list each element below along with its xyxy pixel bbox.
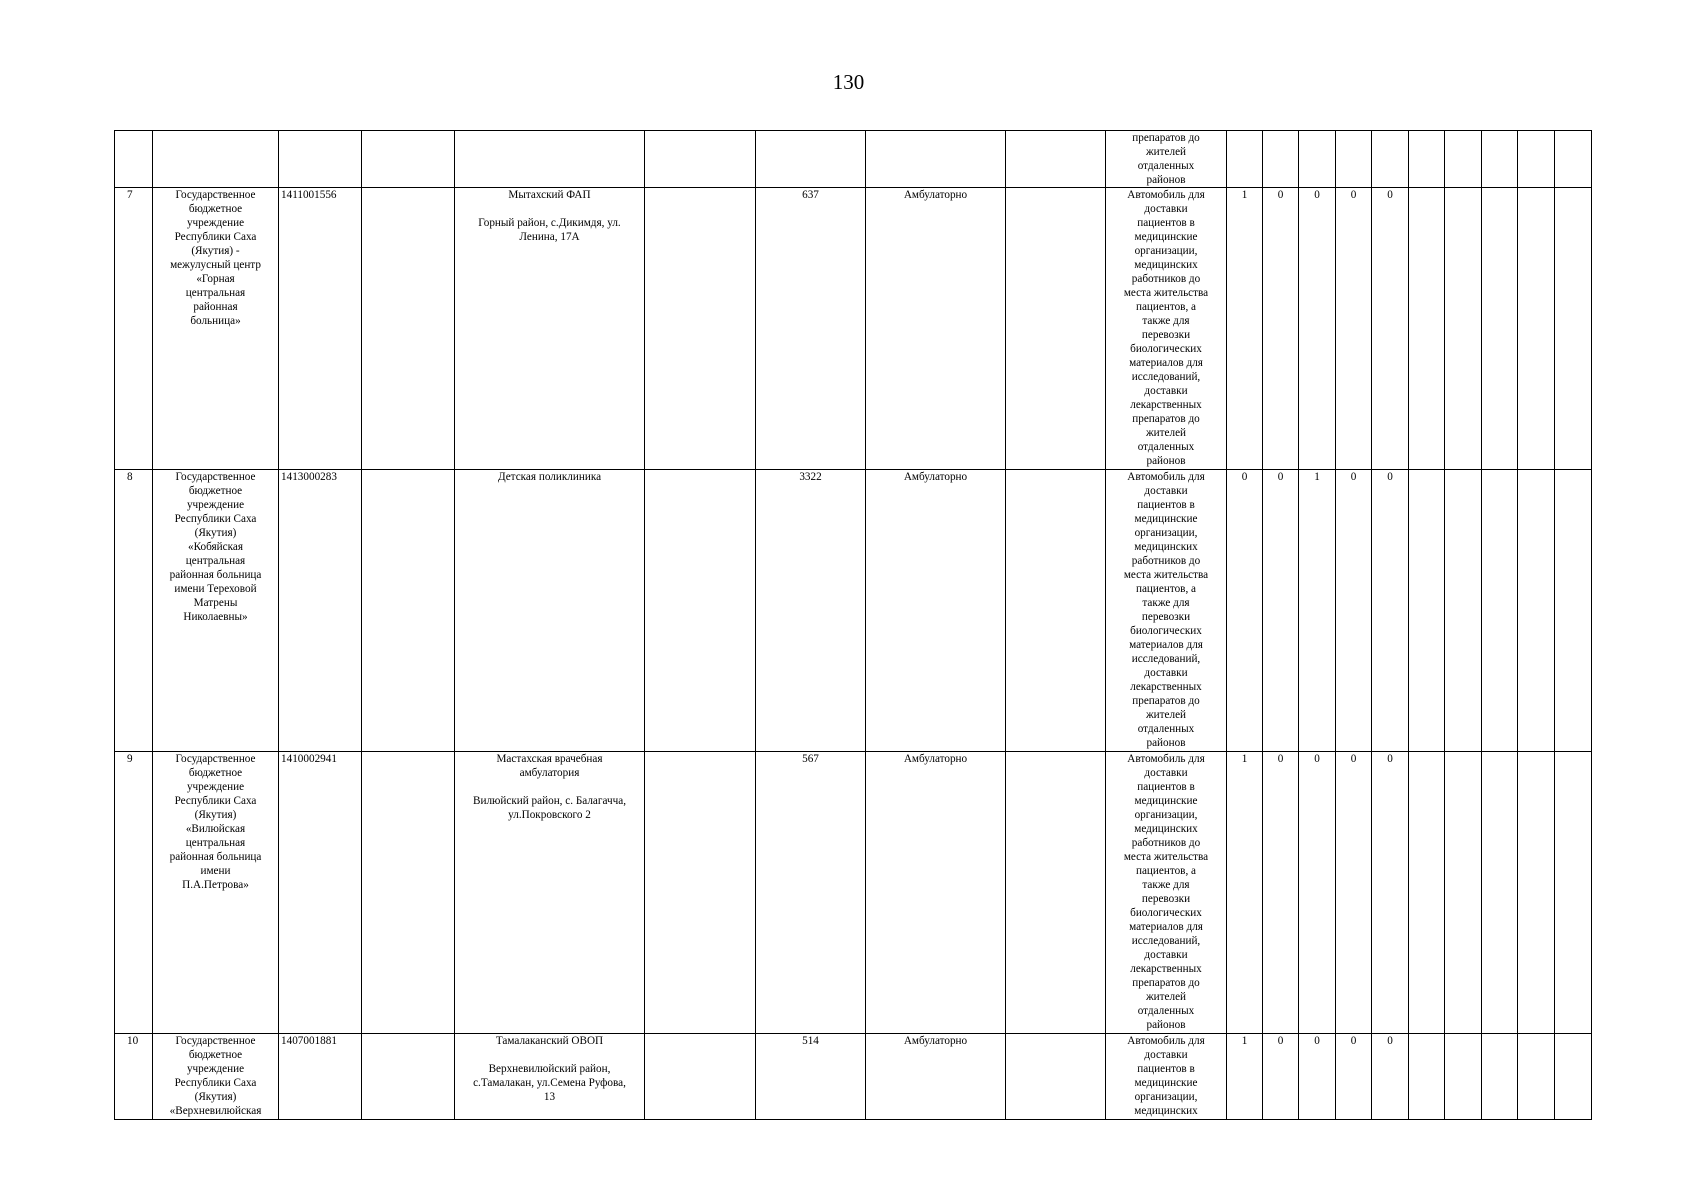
empty-cell [1555,1034,1592,1120]
empty-cell [645,470,756,752]
empty-cell [362,131,455,188]
empty-cell [645,1034,756,1120]
care-type-cell: Амбулаторно [866,1034,1006,1120]
count-cell: 0 [1227,470,1263,752]
empty-cell [362,752,455,1034]
purpose-cell: Автомобиль для доставки пациентов в медицинские организации, медицинских работников до места жительства пациентов, а также для перевозки биологических материалов для исследований, доставки лекарственных препаратов до жителей отдаленных районов [1106,188,1227,470]
row-number-cell: 8 [115,470,153,752]
facility-address: Верхневилюйский район, с.Тамалакан, ул.Семена Руфова, 13 [473,1063,626,1103]
purpose-cell: препаратов до жителей отдаленных районов [1106,131,1227,188]
organization-cell: Государственное бюджетное учреждение Республики Саха (Якутия) - межулусный центр «Горная центральная районная больница» [153,188,279,470]
page-number: 130 [832,70,865,94]
count-cell: 1 [1299,470,1336,752]
empty-cell [1409,131,1445,188]
empty-cell [1482,470,1518,752]
population-cell [756,131,866,188]
empty-cell [1518,131,1555,188]
care-type-cell [866,131,1006,188]
empty-cell [1482,752,1518,1034]
organization-cell [153,131,279,188]
facility-name: Мастахская врачебная амбулатория [496,753,603,779]
care-type-cell: Амбулаторно [866,188,1006,470]
facility-name: Тамалаканский ОВОП [495,1035,604,1047]
table-row [115,752,1592,1034]
count-cell: 1 [1227,752,1263,1034]
table-row [115,1034,1592,1120]
empty-cell [362,1034,455,1120]
row-number-cell: 10 [115,1034,153,1120]
count-cell: 0 [1372,470,1409,752]
empty-cell [1518,188,1555,470]
empty-cell [1445,188,1482,470]
count-cell: 0 [1299,1034,1336,1120]
empty-cell [1555,752,1592,1034]
count-cell [1299,131,1336,188]
count-cell [1336,131,1372,188]
facility-address: Вилюйский район, с. Балагачча, ул.Покровского 2 [473,795,626,821]
count-cell: 0 [1372,752,1409,1034]
count-cell: 0 [1263,1034,1299,1120]
facility-name: Мытахский ФАП [508,189,591,201]
empty-cell [1409,1034,1445,1120]
count-cell: 0 [1263,470,1299,752]
inn-cell: 1407001881 [279,1034,362,1120]
empty-cell [362,188,455,470]
count-cell: 0 [1299,188,1336,470]
empty-cell [645,752,756,1034]
population-cell: 3322 [756,470,866,752]
count-cell: 0 [1263,752,1299,1034]
purpose-cell: Автомобиль для доставки пациентов в медицинские организации, медицинских работников до места жительства пациентов, а также для перевозки биологических материалов для исследований, доставки лекарственных препаратов до жителей отдаленных районов [1106,470,1227,752]
empty-cell [1482,1034,1518,1120]
count-cell: 0 [1372,188,1409,470]
count-cell: 0 [1299,752,1336,1034]
count-cell: 0 [1372,1034,1409,1120]
empty-cell [1482,188,1518,470]
empty-cell [1555,188,1592,470]
count-cell: 0 [1336,752,1372,1034]
empty-cell [1006,188,1106,470]
count-cell: 0 [1263,188,1299,470]
population-cell: 637 [756,188,866,470]
empty-cell [1445,470,1482,752]
facility-cell [455,752,645,1034]
inn-cell: 1410002941 [279,752,362,1034]
count-cell [1263,131,1299,188]
empty-cell [1445,131,1482,188]
empty-cell [1006,470,1106,752]
row-number-cell: 9 [115,752,153,1034]
row-number-cell: 7 [115,188,153,470]
facility-name: Детская поликлиника [497,471,602,483]
empty-cell [1409,752,1445,1034]
vehicle-allocation-table [114,130,1592,1120]
empty-cell [645,131,756,188]
count-cell: 1 [1227,1034,1263,1120]
inn-cell: 1413000283 [279,470,362,752]
empty-cell [1518,752,1555,1034]
facility-cell [455,470,645,752]
care-type-cell: Амбулаторно [866,470,1006,752]
empty-cell [1445,752,1482,1034]
empty-cell [362,470,455,752]
count-cell: 0 [1336,470,1372,752]
organization-cell: Государственное бюджетное учреждение Республики Саха (Якутия) «Кобяйская центральная районная больница имени Тереховой Матрены Николаевны» [153,470,279,752]
purpose-cell: Автомобиль для доставки пациентов в медицинские организации, медицинских [1106,1034,1227,1120]
facility-address: Горный район, с.Дикимдя, ул. Ленина, 17А [478,217,621,243]
inn-cell: 1411001556 [279,188,362,470]
empty-cell [1518,1034,1555,1120]
table-row [115,470,1592,752]
empty-cell [1409,470,1445,752]
facility-cell [455,131,645,188]
table-row [115,188,1592,470]
count-cell: 1 [1227,188,1263,470]
population-cell: 567 [756,752,866,1034]
row-number-cell [115,131,153,188]
empty-cell [1006,752,1106,1034]
empty-cell [645,188,756,470]
organization-cell: Государственное бюджетное учреждение Республики Саха (Якутия) «Вилюйская центральная районная больница имени П.А.Петрова» [153,752,279,1034]
table-row [115,131,1592,188]
population-cell: 514 [756,1034,866,1120]
empty-cell [1555,470,1592,752]
empty-cell [1445,1034,1482,1120]
empty-cell [1409,188,1445,470]
count-cell [1372,131,1409,188]
care-type-cell: Амбулаторно [866,752,1006,1034]
empty-cell [1482,131,1518,188]
empty-cell [1006,131,1106,188]
facility-cell [455,1034,645,1120]
empty-cell [1518,470,1555,752]
count-cell: 0 [1336,188,1372,470]
empty-cell [1555,131,1592,188]
facility-cell [455,188,645,470]
count-cell: 0 [1336,1034,1372,1120]
inn-cell [279,131,362,188]
empty-cell [1006,1034,1106,1120]
organization-cell: Государственное бюджетное учреждение Республики Саха (Якутия) «Верхневилюйская [153,1034,279,1120]
count-cell [1227,131,1263,188]
purpose-cell: Автомобиль для доставки пациентов в медицинские организации, медицинских работников до места жительства пациентов, а также для перевозки биологических материалов для исследований, доставки лекарственных препаратов до жителей отдаленных районов [1106,752,1227,1034]
